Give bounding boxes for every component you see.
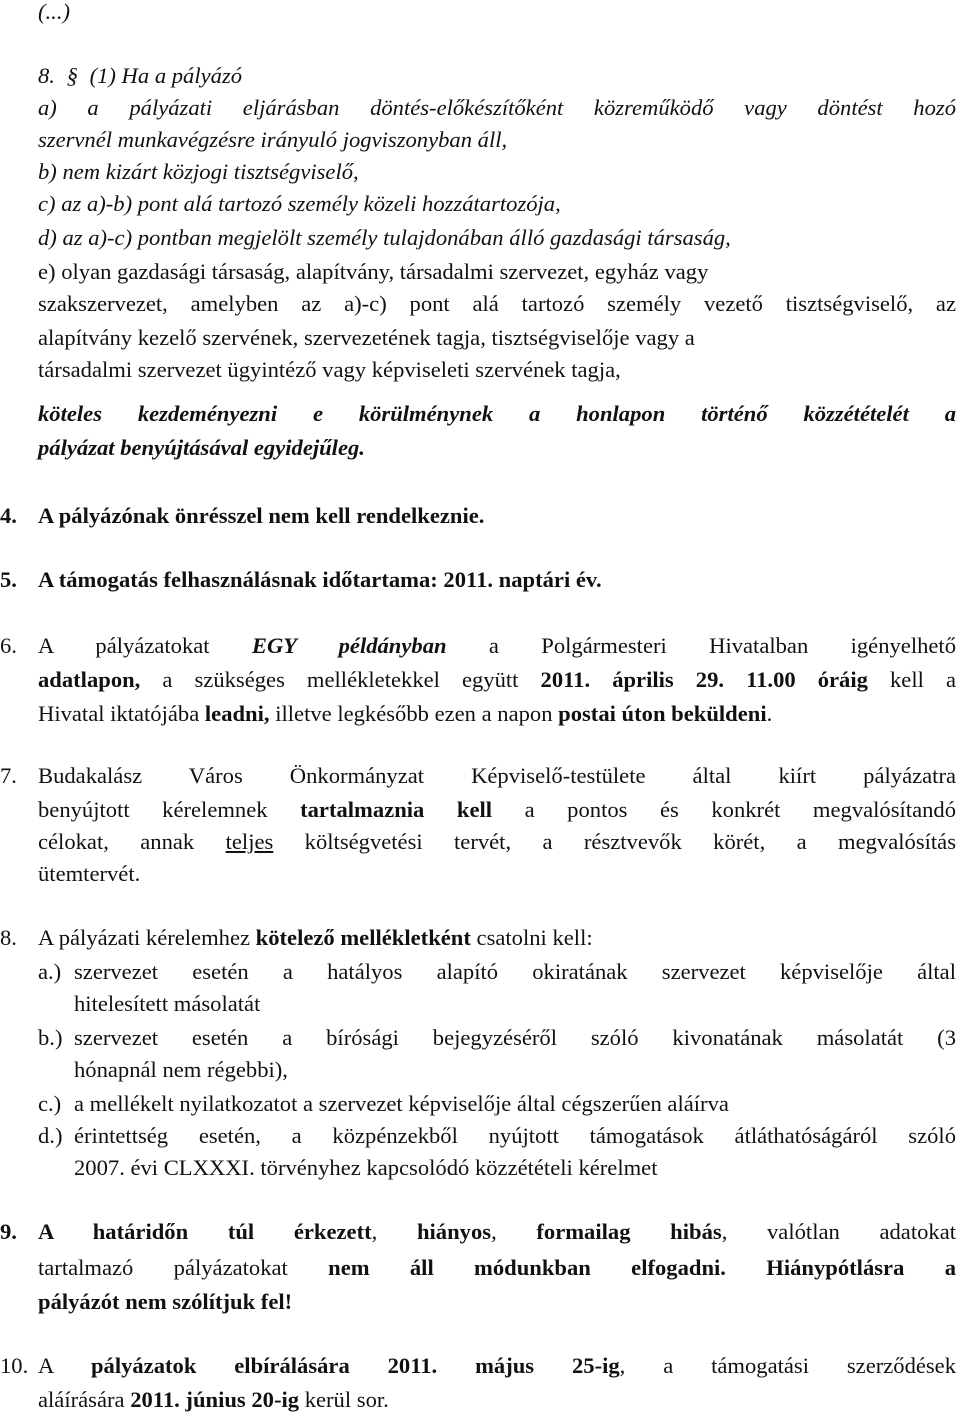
attachment-label: b.): [38, 1025, 63, 1050]
section-number: 7.: [0, 763, 17, 788]
section-number: 5.: [0, 567, 17, 592]
list-line: c) az a)-b) pont alá tartozó személy közeli hozzátartozója,: [38, 191, 561, 216]
attachment-line: 2007. évi CLXXXI. törvényhez kapcsolódó közzétételi kérelmet: [74, 1155, 658, 1180]
list-line: alapítvány kezelő szervének, szervezetének tagja, tisztségviselője vagy a: [38, 325, 695, 350]
list-line: b) nem kizárt közjogi tisztségviselő,: [38, 159, 359, 184]
section-number: 10.: [0, 1353, 29, 1378]
section-number: 8.: [0, 925, 17, 950]
section-line: A pályázatok elbírálására 2011. május 25-ig, a támogatási szerződések: [38, 1353, 957, 1378]
attachment-line: érintettség esetén, a közpénzekből nyújtott támogatások átláthatóságáról szóló: [74, 1123, 956, 1148]
section-heading-text: (1) Ha a pályázó: [89, 63, 243, 88]
section-line: A pályázatokat EGY példányban a Polgármesteri Hivatalban igényelhető: [38, 633, 957, 658]
section-line: A pályázati kérelemhez kötelező mellékletként csatolni kell:: [38, 925, 593, 950]
list-line: d) az a)-c) pontban megjelölt személy tulajdonában álló gazdasági társaság,: [38, 225, 731, 250]
section-line: Hivatal iktatójába leadni, illetve legkésőbb ezen a napon postai úton beküldeni.: [38, 701, 773, 726]
obligation-line: köteles kezdeményezni e körülménynek a honlapon történő közzétételét a: [38, 401, 956, 426]
list-line: e) olyan gazdasági társaság, alapítvány, társadalmi szervezet, egyház vagy: [38, 259, 709, 284]
obligation-line: pályázat benyújtásával egyidejűleg.: [38, 435, 365, 460]
attachment-label: d.): [38, 1123, 63, 1148]
section-text: A pályázónak önrésszel nem kell rendelkeznie.: [38, 503, 485, 528]
section-line: pályázót nem szólítjuk fel!: [38, 1289, 293, 1314]
section-line: Budakalász Város Önkormányzat Képviselő-testülete által kiírt pályázatra: [38, 763, 956, 788]
ellipsis-marker: (...): [38, 0, 70, 24]
attachment-line: szervezet esetén a bírósági bejegyzéséről szóló kivonatának másolatát (3: [74, 1025, 956, 1050]
section-number: 4.: [0, 503, 17, 528]
attachment-label: c.): [38, 1091, 62, 1116]
attachment-label: a.): [38, 959, 62, 984]
attachment-line: hitelesített másolatát: [74, 991, 261, 1016]
list-line: szakszervezet, amelyben az a)-c) pont alá tartozó személy vezető tisztségviselő, az: [38, 291, 956, 316]
section-number: 8.: [38, 63, 55, 88]
section-line: A határidőn túl érkezett, hiányos, formailag hibás, valótlan adatokat: [38, 1219, 956, 1244]
attachment-line: a mellékelt nyilatkozatot a szervezet képviselője által cégszerűen aláírva: [74, 1091, 729, 1116]
section-text: A támogatás felhasználásnak időtartama: 2011. naptári év.: [38, 567, 602, 592]
attachment-line: hónapnál nem régebbi),: [74, 1057, 288, 1082]
section-8-1-heading: [38, 60, 956, 92]
section-line: aláírására 2011. június 20-ig kerül sor.: [38, 1387, 389, 1412]
section-number: 6.: [0, 633, 17, 658]
list-line: társadalmi szervezet ügyintéző vagy képviseleti szervének tagja,: [38, 357, 621, 382]
paragraph-sign-icon: §: [66, 63, 78, 88]
section-line: ütemtervét.: [38, 861, 141, 886]
section-line: tartalmazó pályázatokat nem áll módunkban elfogadni. Hiánypótlásra a: [38, 1255, 956, 1280]
section-line: célokat, annak teljes költségvetési tervét, a résztvevők körét, a megvalósítás: [38, 829, 956, 854]
list-line: a) a pályázati eljárásban döntés-előkészítőként közreműködő vagy döntést hozó: [38, 95, 956, 120]
attachment-line: szervezet esetén a hatályos alapító okiratának szervezet képviselője által: [74, 959, 956, 984]
section-line: benyújtott kérelemnek tartalmaznia kell a pontos és konkrét megvalósítandó: [38, 797, 956, 822]
section-number: 9.: [0, 1219, 17, 1244]
section-line: adatlapon, a szükséges mellékletekkel együtt 2011. április 29. 11.00 óráig kell a: [38, 667, 956, 692]
list-line: szervnél munkavégzésre irányuló jogviszonyban áll,: [38, 127, 508, 152]
